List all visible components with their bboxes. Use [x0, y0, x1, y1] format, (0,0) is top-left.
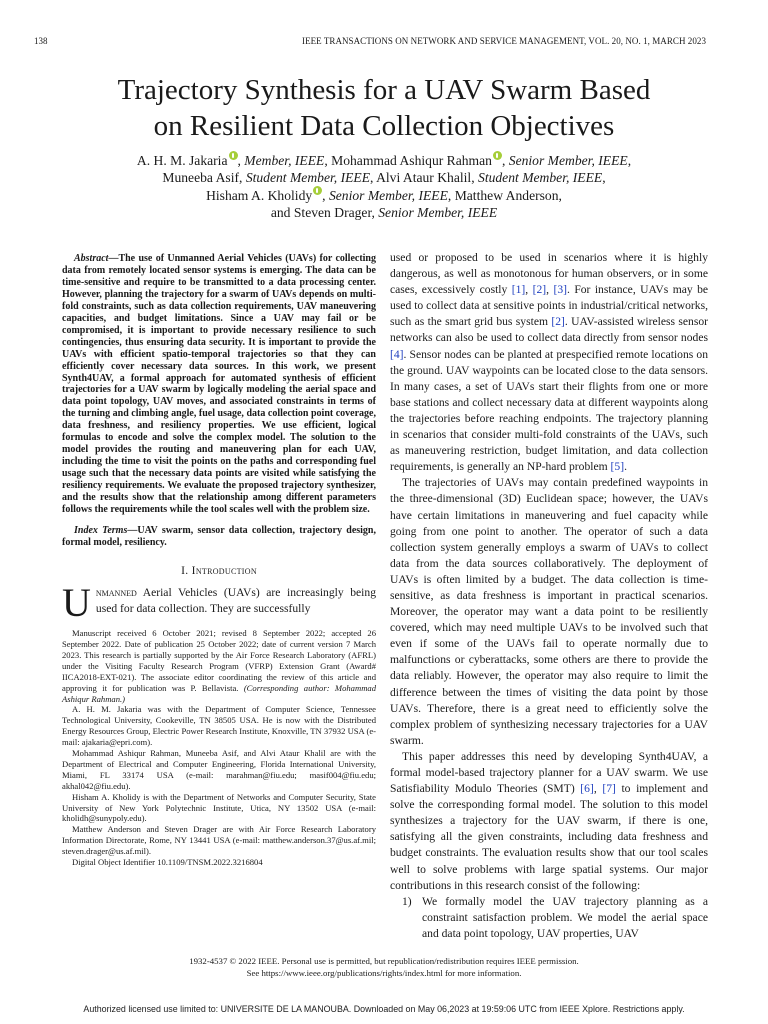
orcid-icon[interactable] [313, 186, 322, 195]
index-terms [62, 525, 376, 549]
body-paragraph: This paper addresses this need by developing Synth4UAV, a formal model-based trajectory planner for a UAV swarm. We use Satisfiability Modulo Theories (SMT) [6], [7] to implement and solve the corresponding formal model. The solution to this model synthesizes a trajectory for the UAV swarm, if there is one, satisfying all the given constraints, including data freshness and budget constraints. The evaluation results show that our tool scales well to solve problems with large spatial systems. Our major contributions in this research consist of the following: [390, 749, 709, 892]
citation-link[interactable]: [5] [610, 460, 625, 474]
citation-link[interactable]: [7] [602, 782, 616, 796]
author-name: Hisham A. Kholidy [206, 188, 313, 203]
index-terms-text: —UAV swarm, sensor data collection, trajectory design, formal model, resiliency. [62, 524, 376, 548]
title-line-1: Trajectory Synthesis for a UAV Swarm Based [117, 74, 651, 106]
author-role: Student Member, IEEE [245, 170, 371, 185]
author-role: Student Member, IEEE [478, 170, 603, 185]
copyright-line-1: 1932-4537 © 2022 IEEE. Personal use is permitted, but republication/redistribution requires IEEE permission. [189, 956, 579, 966]
author-role: Senior Member, IEEE [378, 205, 498, 220]
footnote-affiliation: Matthew Anderson and Steven Drager are with Air Force Research Laboratory Information Directorate, Rome, NY 13441 USA (e-mail: matthew.anderson.37@us.af.mil; steven.drager@us.af.mil). [62, 824, 376, 857]
list-number: 1) [402, 894, 412, 908]
drop-cap: U [62, 579, 91, 625]
title-line-2: on Resilient Data Collection Objectives [153, 110, 615, 142]
citation-link[interactable]: [1] [511, 283, 526, 297]
footnote-doi: Digital Object Identifier 10.1109/TNSM.2022.3216804 [72, 857, 263, 868]
author-name: Alvi Ataur Khalil [376, 170, 472, 185]
running-header [34, 36, 706, 48]
citation-link[interactable]: [2] [532, 283, 547, 297]
left-column [62, 253, 376, 868]
journal-name: IEEE TRANSACTIONS ON NETWORK AND SERVICE MANAGEMENT, VOL. 20, NO. 1, MARCH 2023 [302, 36, 706, 46]
author-name: and Steven Drager [270, 205, 372, 220]
footnote-affiliation: Mohammad Ashiqur Rahman, Muneeba Asif, and Alvi Ataur Khalil are with the Department of Electrical and Computer Engineering, Florida International University, Miami, FL 33174 USA (e-mail: marahman@fiu.edu; masif004@fiu.edu; akhal042@fiu.edu). [62, 748, 376, 791]
citation-link[interactable]: [2] [551, 315, 565, 329]
right-column [390, 250, 708, 942]
list-item-text: We formally model the UAV trajectory planning as a constraint satisfaction problem. We model the aerial space and data point topology, UAV properties, UAV [422, 894, 708, 940]
index-terms-label: Index Terms [74, 524, 128, 536]
author-name: A. H. M. Jakaria [136, 153, 228, 168]
intro-paragraph [62, 579, 376, 625]
abstract [62, 253, 376, 516]
body-paragraph: The trajectories of UAVs may contain predefined waypoints in the three-dimensional (3D) Euclidean space; however, the UAVs have certain limitations in maneuvering and fuel capacity while going from one point to another. The operator of such a data collection system generally employs a swarm of UAVs to collect data from the data sources collaboratively. The deployment of UAVs is often limited by a budget. The data collection is time-sensitive, as data freshness is important in practical scenarios. Moreover, the operator may want a data point to be resiliently covered, which may need multiple UAVs to be involved such that even if some of the UAVs fail to operate normally due to malfunctions or cyberattacks, some others are there to provide the data reliably. However, the operator may also require to limit the difference between the times of visiting the data point by those UAVs. Therefore, there is a great need to efficiently solve the complex problem of synthesizing necessary trajectories for a UAV swarm. [390, 476, 708, 747]
author-role: Member, IEEE [244, 153, 325, 168]
footnote-affiliation: Hisham A. Kholidy is with the Department of Networks and Computer Security, State University of New York Polytechnic Institute, Utica, NY 13502 USA (e-mail: kholidh@sunypoly.edu). [62, 791, 376, 824]
copyright-notice [40, 955, 728, 979]
license-footer: Authorized licensed use limited to: UNIVERSITE DE LA MANOUBA. Downloaded on May 06,2023 at 19:59:06 UTC from IEEE Xplore. Restrictions apply. [83, 1004, 685, 1014]
footnote-manuscript: Manuscript received 6 October 2021; revised 8 September 2022; accepted 26 September 2022. Date of publication 25 October 2022; date of current version 7 March 2023. This research is partially supported by the Air Force Research Laboratory (AFRL) under the Visiting Faculty Research Program (VFRP) Extension Grant (Award# IICA2018-EXT-021). The associate editor coordinating the review of this article and approving it for publication was P. Bellavista. (Corresponding author: Mohammad Ashiqur Rahman.) [62, 628, 376, 704]
orcid-icon[interactable] [229, 151, 238, 160]
footnote-affiliation: A. H. M. Jakaria was with the Department of Computer Science, Tennessee Technological University, Cookeville, TN 38505 USA. He is now with the Distributed Energy Resources Group, Electric Power Research Institute, Knoxville, TN 37932 USA (e-mail: ajakaria@epri.com). [62, 704, 376, 748]
author-name: Muneeba Asif [162, 170, 240, 185]
author-role: Senior Member, IEEE [328, 188, 448, 203]
list-item [390, 894, 708, 942]
abstract-text: —The use of Unmanned Aerial Vehicles (UAVs) for collecting data from remotely located sensor systems is emerging. The data can be time-sensitive and require to be transmitted to a data processing center. However, planning the trajectory for a swarm of UAVs depends on multi-fold constraints, such as data collection requirements, UAV maneuvering capacities, and budget limitations. Since a UAV may fail or be compromised, it is important to provide necessary resilience to such contingencies, thus ensuring data security. It is important to provide the UAVs with efficient spatio-temporal trajectories so that they can efficiently cover necessary data sources. In this work, we present Synth4UAV, a formal approach for automated synthesis of efficient trajectories for a UAV swarm by logically modeling the aerial space and data point topology, UAV moves, and associated constraints in terms of the turning and climbing angle, fuel usage, data collection point coverage, data freshness, and resiliency properties. We use efficient, logical formulas to encode and solve the complex model. The solution to the model provides the routing and maneuvering plan for each UAV, including the time to visit the points on the paths and corresponding fuel usage such that the necessary data points are visited while satisfying the resiliency requirements. We evaluate the proposed trajectory synthesizer, and the results show that the relationship among different parameters follows the requirements while the tool scales well with the problem size. [62, 253, 376, 516]
author-line-4: and Steven Drager, Senior Member, IEEE [270, 205, 498, 220]
footnotes [62, 628, 376, 868]
citation-link[interactable]: [4] [390, 347, 404, 361]
body-paragraph: used or proposed to be used in scenarios where it is highly dangerous, as well as monotonous for human observers, or in some cases, excessively costly [1], [2], [3]. For instance, UAVs may be used to collect data at sensitive points in industrial/critical networks, such as the smart grid bus system [2]. UAV-assisted wireless sensor networks can also be used to collect data directly from sensor nodes [4]. Sensor nodes can be planted at prespecified remote locations on the ground. UAV waypoints can be located close to the data sensors. In many cases, a set of UAVs start their flights from one or more base stations and collect necessary data at different waypoints along the trajectories before reaching endpoints. The trajectory planning in scenarios that consider multi-fold constraints of the UAVs, such as maneuvering restriction, budget limitation, and data collection requirements, is generally an NP-hard problem [5]. [390, 251, 709, 474]
page-number: 138 [34, 36, 48, 46]
author-line-1: A. H. M. Jakaria , Member, IEEE, Mohammad Ashiqur Rahman , Senior Member, IEEE, [136, 153, 632, 168]
citation-link[interactable]: [3] [553, 283, 567, 297]
author-list [40, 151, 728, 221]
paper-title [40, 72, 728, 144]
citation-link[interactable]: [6] [580, 782, 594, 796]
copyright-line-2: See https://www.ieee.org/publications/rights/index.html for more information. [246, 968, 522, 978]
corresponding-author: (Corresponding author: Mohammad Ashiqur Rahman.) [62, 682, 376, 704]
author-role: Senior Member, IEEE [508, 153, 628, 168]
section-title: Introduction [191, 563, 257, 577]
author-name: Matthew Anderson [454, 188, 559, 203]
intro-smallcaps: nmanned [95, 585, 137, 599]
intro-text: Aerial Vehicles (UAVs) are increasingly being used for data collection. They are successfully [95, 585, 376, 615]
author-name: Mohammad Ashiqur Rahman [331, 153, 492, 168]
orcid-icon[interactable] [493, 151, 502, 160]
abstract-label: Abstract [74, 253, 109, 264]
author-line-2: Muneeba Asif, Student Member, IEEE, Alvi Ataur Khalil, Student Member, IEEE, [162, 170, 606, 185]
author-line-3: Hisham A. Kholidy , Senior Member, IEEE, Matthew Anderson, [206, 188, 562, 203]
contributions-list [390, 894, 708, 942]
section-numeral: I. [181, 563, 189, 577]
section-heading [62, 564, 376, 578]
